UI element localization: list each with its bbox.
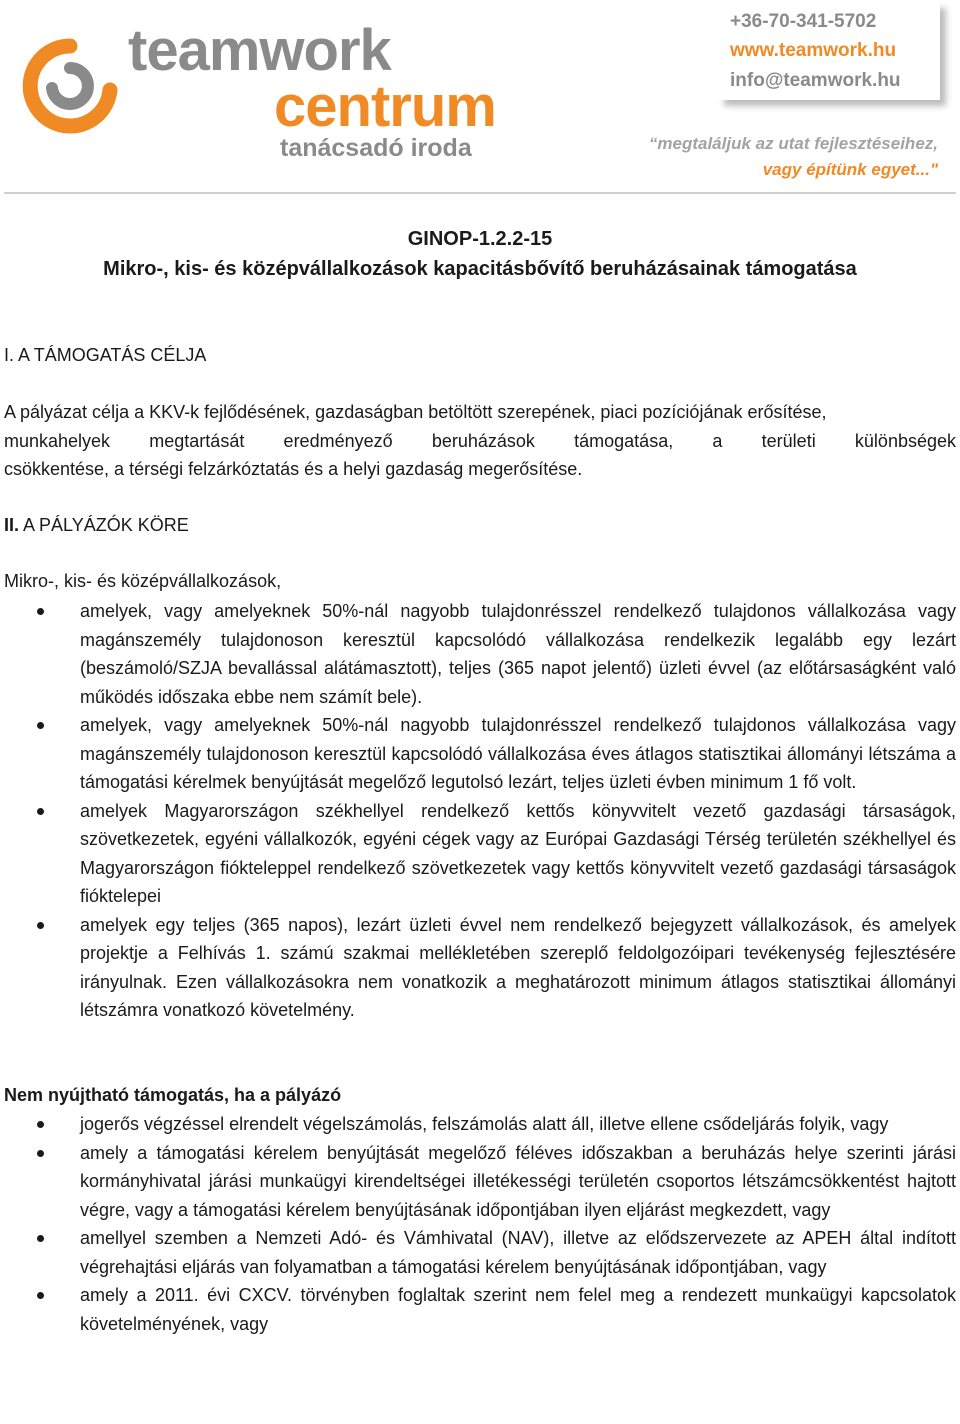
section-heading-goal: I. A TÁMOGATÁS CÉLJA xyxy=(4,345,207,365)
contact-website[interactable]: www.teamwork.hu xyxy=(730,40,897,61)
header-divider xyxy=(4,192,956,194)
applicants-list xyxy=(0,597,960,1025)
contact-phone: +36-70-341-5702 xyxy=(730,11,877,32)
list-item-text: amely a támogatási kérelem benyújtását megelőző féléves időszakban a beruházás helye szerinti járási kormányhivatal járási munkaügyi kirendeltségei illetékességi területén csoportos létszámcsökkentést hajtott végre, vagy a támogatási kérelem benyújtásának időpontjában ilyen eljárást megkezdett, vagy xyxy=(80,1142,956,1220)
section-heading-exclusions: Nem nyújtható támogatás, ha a pályázó xyxy=(4,1085,342,1105)
brand-tagline: tanácsadó iroda xyxy=(280,134,472,162)
slogan-line-2: vagy építünk egyet..." xyxy=(762,160,938,179)
slogan-line-1: “megtaláljuk az utat fejlesztéseihez, xyxy=(648,134,938,153)
bullet-icon xyxy=(37,1235,44,1242)
list-item xyxy=(0,1224,960,1281)
letterhead xyxy=(0,0,960,200)
list-item xyxy=(0,1139,960,1225)
applicants-intro: Mikro-, kis- és középvállalkozások, xyxy=(4,571,282,591)
goal-line-1: A pályázat célja a KKV-k fejlődésének, gazdaságban betöltött szerepének, piaci pozíciójának erősítése, xyxy=(4,402,827,422)
bullet-icon xyxy=(37,922,44,929)
list-item-text: amelyek egy teljes (365 napos), lezárt üzleti évvel nem rendelkező bejegyzett vállalkozások, és amelyek projektje a Felhívás 1. számú szakmai mellékletében szereplő feldolgozóipari tevékenység fejlesztésére irányulnak. Ezen vállalkozásokra nem vonatkozik a meghatározott minimum átlagos statisztikai állományi létszámra vonatkozó követelmény. xyxy=(80,914,956,1020)
bullet-icon xyxy=(37,1121,44,1128)
exclusions-list xyxy=(0,1110,960,1338)
list-item xyxy=(0,1110,960,1139)
bullet-icon xyxy=(37,1292,44,1299)
bullet-icon xyxy=(37,608,44,615)
list-item-text: amely a 2011. évi CXCV. törvényben foglaltak szerint nem felel meg a rendezett munkaügyi kapcsolatok követelményének, vagy xyxy=(80,1285,956,1334)
list-item xyxy=(0,711,960,797)
list-item xyxy=(0,911,960,1025)
list-item-text: jogerős végzéssel elrendelt végelszámolás, felszámolás alatt áll, illetve ellene csődeljárás folyik, vagy xyxy=(80,1114,889,1134)
list-item-text: amelyek, vagy amelyeknek 50%-nál nagyobb tulajdonrésszel rendelkező tulajdonos vállalkozása vagy magánszemély tulajdonoson keresztül kapcsolódó vállalkozása éves átlagos statisztikai állományi létszáma a támogatási kérelmek benyújtását megelőző legutolsó lezárt, teljes üzleti évben minimum 1 fő volt. xyxy=(80,715,956,792)
list-item xyxy=(0,1281,960,1338)
orange-swirl-logo-icon xyxy=(22,38,118,134)
brand-name-centrum: centrum xyxy=(274,74,496,139)
bullet-icon xyxy=(37,808,44,815)
list-item xyxy=(0,597,960,711)
goal-line-2: munkahelyek megtartását eredményező beruházások támogatása, a területi különbségek xyxy=(4,430,956,451)
list-item xyxy=(0,797,960,911)
heading-number: II. xyxy=(4,515,20,535)
brand-name-teamwork: teamwork xyxy=(128,18,391,83)
contact-box xyxy=(718,2,940,100)
list-item-text: amelyek Magyarországon székhellyel rendelkező kettős könyvvitelt vezető gazdasági társaságok, szövetkezetek, egyéni vállalkozók, egyéni cégek vagy az Európai Gazdasági Térség területén székhellyel és Magyarországon fiókteleppel rendelkező szövetkezetek vagy kettős könyvvitelt vezető gazdasági társaságok fióktelepei xyxy=(80,800,956,906)
goal-line-3: csökkentése, a térségi felzárkóztatás és a helyi gazdaság megerősítése. xyxy=(4,459,583,479)
heading-text: A PÁLYÁZÓK KÖRE xyxy=(19,515,189,535)
document-title: Mikro-, kis- és középvállalkozások kapacitásbővítő beruházásainak támogatása xyxy=(103,258,857,280)
section-goal-body xyxy=(4,398,956,484)
bullet-icon xyxy=(37,1150,44,1157)
list-item-text: amellyel szemben a Nemzeti Adó- és Vámhivatal (NAV), illetve az elődszervezete az APEH által indított végrehajtási eljárás van folyamatban a támogatási kérelem benyújtásának időpontjában, vagy xyxy=(80,1228,956,1277)
contact-email[interactable]: info@teamwork.hu xyxy=(730,70,901,91)
document-code: GINOP-1.2.2-15 xyxy=(407,228,553,250)
bullet-icon xyxy=(37,722,44,729)
list-item-text: amelyek, vagy amelyeknek 50%-nál nagyobb tulajdonrésszel rendelkező tulajdonos vállalkozása vagy magánszemély tulajdonoson keresztül kapcsolódó vállalkozása rendelkezik legalább egy lezárt (beszámoló/SZJA bevallással alátámasztott), teljes (365 napot jelentő) üzleti évvel (az előtársaságként való működés időszaka ebbe nem számít bele). xyxy=(80,601,956,707)
section-heading-applicants xyxy=(4,511,189,539)
